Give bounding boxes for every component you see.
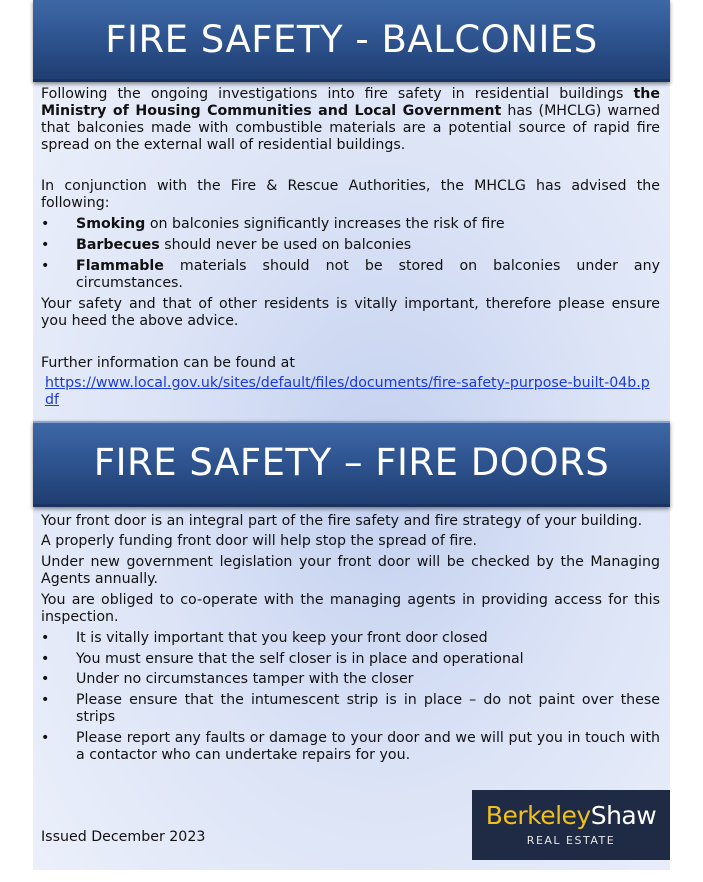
bullet-text: materials should not be stored on balconies under any circumstances. <box>76 258 660 291</box>
logo-wordmark-part2: Shaw <box>590 801 657 830</box>
section-title-fire-doors: FIRE SAFETY – FIRE DOORS <box>33 421 670 507</box>
document-page <box>33 0 670 870</box>
bullet-text: Please ensure that the intumescent strip is in place – do not paint over these strips <box>76 692 660 725</box>
bullet-keyword: Barbecues <box>76 237 160 253</box>
bullet-text: on balconies significantly increases the risk of fire <box>145 216 505 232</box>
bullet-marker: • <box>41 258 50 274</box>
bullet-marker: • <box>41 730 50 746</box>
bullet-text: Please report any faults or damage to your door and we will put you in touch with a contactor who can undertake repairs for you. <box>76 730 660 763</box>
bullet-marker: • <box>41 237 50 253</box>
intro-text-start: Following the ongoing investigations into fire safety in residential buildings <box>41 86 634 102</box>
bullet-text: Under no circumstances tamper with the closer <box>76 671 414 687</box>
bullet-text: should never be used on balconies <box>159 237 412 253</box>
further-info-label: Further information can be found at <box>41 355 295 371</box>
fire-safety-guidance-link[interactable] <box>41 375 655 409</box>
berkeley-shaw-logo <box>472 790 670 860</box>
fire-doors-paragraph-4: You are obliged to co-operate with the managing agents in providing access for this inspection. <box>41 592 660 625</box>
balconies-intro-paragraph <box>41 86 660 154</box>
fire-doors-paragraph-3: Under new government legislation your front door will be checked by the Managing Agents annually. <box>41 554 660 587</box>
logo-wordmark-part1: Berkeley <box>485 801 591 830</box>
bullet-marker: • <box>41 216 50 232</box>
bullet-marker: • <box>41 630 50 646</box>
logo-wordmark <box>472 801 670 830</box>
bullet-marker: • <box>41 692 50 708</box>
intro-text-end: has (MHCLG) warned that balconies made with combustible materials are a potential source of rapid fire spread on the external wall of residential buildings. <box>41 103 661 153</box>
bullet-marker: • <box>41 651 50 667</box>
safety-note-paragraph: Your safety and that of other residents is vitally important, therefore please ensure you heed the above advice. <box>41 296 660 329</box>
bullet-marker: • <box>41 671 50 687</box>
section-title-balconies: FIRE SAFETY - BALCONIES <box>33 0 670 82</box>
bullet-text: You must ensure that the self closer is in place and operational <box>76 651 524 667</box>
bullet-text: It is vitally important that you keep your front door closed <box>76 630 488 646</box>
bullet-keyword: Smoking <box>76 216 146 232</box>
advice-intro-paragraph: In conjunction with the Fire & Rescue Authorities, the MHCLG has advised the following: <box>41 178 660 211</box>
fire-doors-paragraph-2: A properly funding front door will help stop the spread of fire. <box>41 533 478 549</box>
fire-doors-paragraph-1: Your front door is an integral part of the fire safety and fire strategy of your building. <box>41 513 643 529</box>
guidance-link-text[interactable]: https://www.local.gov.uk/sites/default/files/documents/fire-safety-purpose-built-04b.pdf <box>45 375 650 408</box>
ministry-name: the Ministry of Housing Communities and Local Government <box>41 86 660 119</box>
bullet-keyword: Flammable <box>76 258 164 274</box>
issued-date: Issued December 2023 <box>41 829 206 845</box>
logo-subtitle: REAL ESTATE <box>526 834 616 847</box>
